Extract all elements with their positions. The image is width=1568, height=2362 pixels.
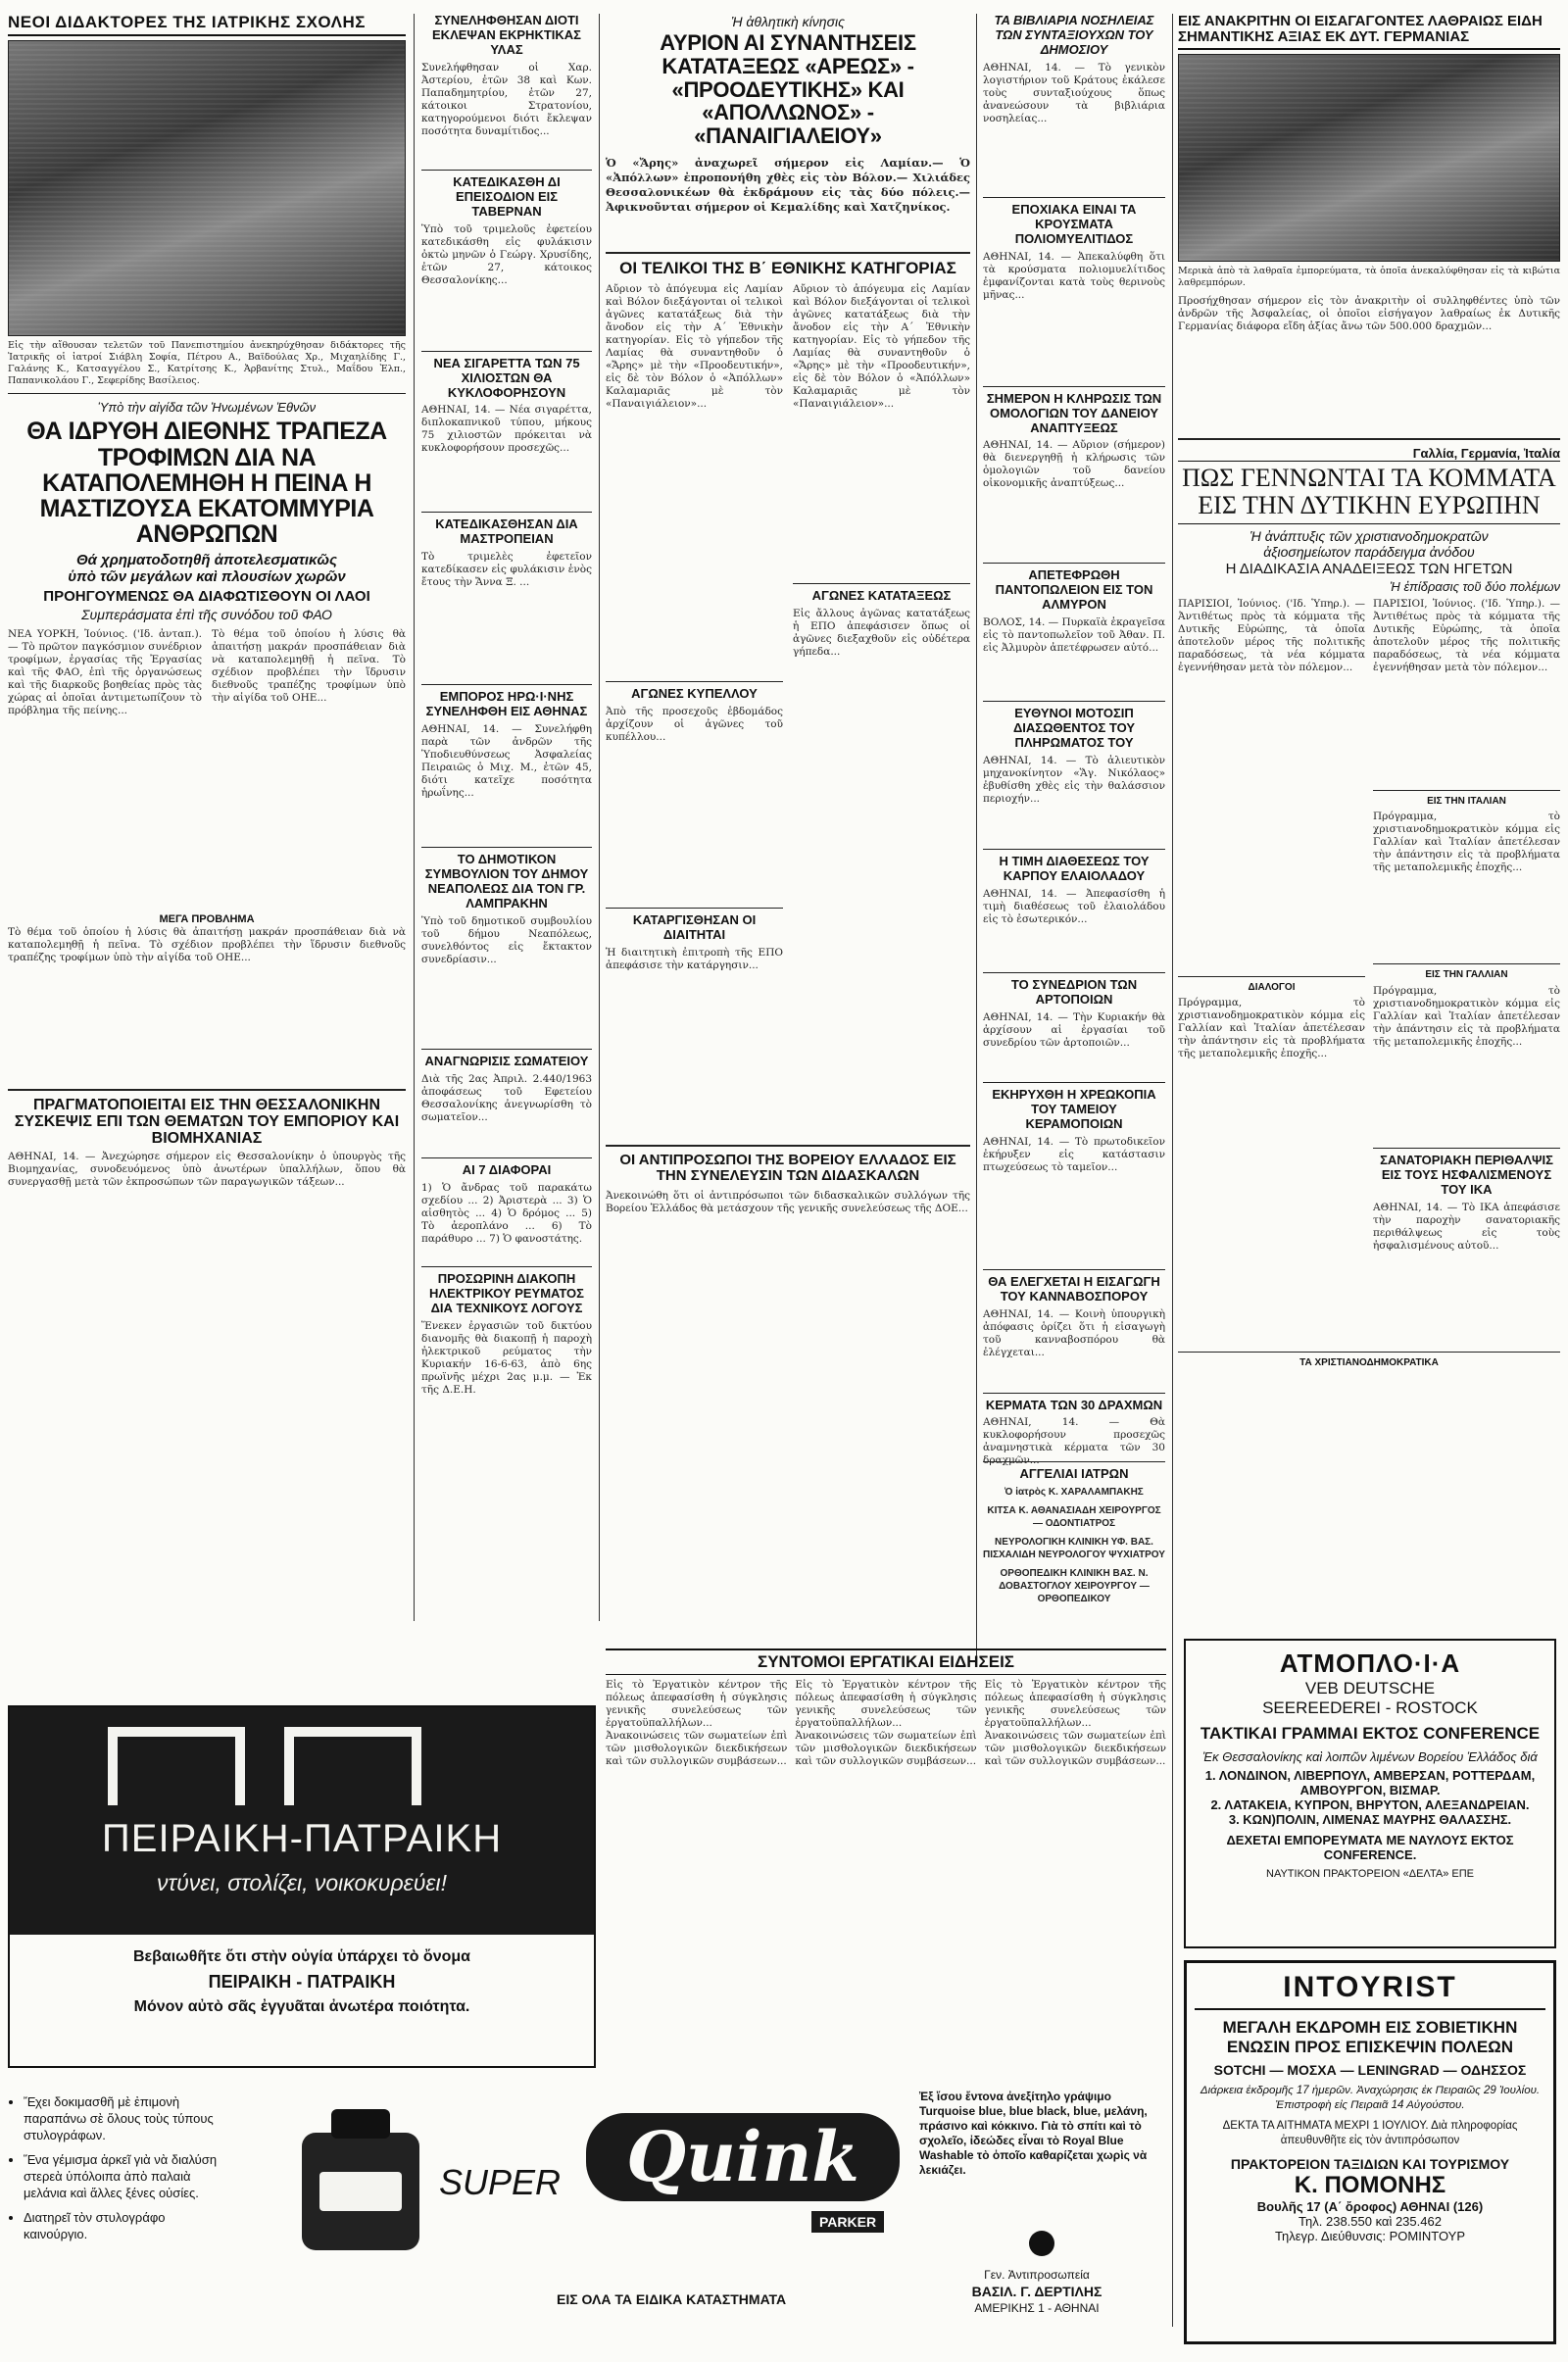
subhead: ΤΑ ΧΡΙΣΤΙΑΝΟΔΗΜΟΚΡΑΤΙΚΑ xyxy=(1178,1352,1560,1369)
ad-brand: ΠΕΙΡΑΙΚΗ-ΠΑΤΡΑΙΚΗ xyxy=(101,1817,503,1860)
ad-agent: Γεν. Ἀντιπροσωπεία xyxy=(984,2268,1090,2282)
ad-super: SUPER xyxy=(439,2162,562,2202)
headline: Η ΤΙΜΗ ΔΙΑΘΕΣΕΩΣ ΤΟΥ ΚΑΡΠΟΥ ΕΛΑΙΟΛΑΔΟΥ xyxy=(983,849,1165,884)
column-3 xyxy=(606,14,970,1323)
article-body: ΒΟΛΟΣ, 14. — Πυρκαϊὰ ἐκραγεῖσα εἰς τὸ παντοπωλεῖον τοῦ Ἀθαν. Π. εἰς Ἀλμυρὸν ἀπετέφρωσεν αὐτό... xyxy=(983,616,1165,655)
article-body: Τὸ θέμα τοῦ ὁποίου ἡ λύσις θὰ ἀπαιτήσῃ μακράν προσπάθειαν διὰ νὰ καταπολεμηθῇ ἡ πεῖνα. Τὸ σχέδιον προβλέπει τὴν ἵδρυσιν διεθνοῦς τραπέζης τροφίμων ὑπὸ τὴν αἰγίδα τοῦ ΟΗΕ... xyxy=(212,627,406,704)
article-body: Τὸ τριμελὲς ἐφετεῖον κατεδίκασεν εἰς φυλάκισιν ἑνὸς ἔτους τὴν Ἄννα Ξ. ... xyxy=(421,551,592,589)
deck-4: Ἡ ἐπίδρασις τοῦ δύο πολέμων xyxy=(1390,578,1560,594)
ad-line: SOTCHI — ΜΟΣΧΑ — LENINGRAD — ΟΔΗΣΣΟΣ xyxy=(1213,2061,1527,2078)
article-body: ΑΘΗΝΑΙ, 14. — Συνελήφθη παρὰ τῶν ἀνδρῶν τῆς Ὑποδιευθύνσεως Ἀσφαλείας Πειραιῶς ὁ Μιχ. Μ., ἐτῶν 45, διότι κατεῖχε ποσότητα ἡρωΐνης... xyxy=(421,723,592,800)
ad-line: Βουλῆς 17 (Α΄ ὄροφος) ΑΘΗΝΑΙ (126) xyxy=(1256,2198,1484,2214)
headline-doctors: ΑΓΓΕΛΙΑΙ ΙΑΤΡΩΝ xyxy=(983,1461,1165,1482)
un-kicker: Ὑπὸ τὴν αἰγίδα τῶν Ἡνωμένων Ἐθνῶν xyxy=(97,400,317,416)
ad-intourist xyxy=(1184,1960,1556,2344)
column-4 xyxy=(983,14,1165,1611)
doctor-ad: ΟΡΘΟΠΕΔΙΚΗ ΚΛΙΝΙΚΗ ΒΑΣ. Ν. ΔΟΒΑΣΤΟΓΛΟΥ ΧΕΙΡΟΥΡΓΟΥ — ΟΡΘΟΠΕΔΙΚΟΥ xyxy=(999,1568,1150,1605)
column-rule xyxy=(976,14,977,1660)
article-body: Εἰς τὸ Ἐργατικὸν κέντρον τῆς πόλεως ἀπεφασίσθη ἡ σύγκλησις γενικῆς συνελεύσεως τῶν ἐργατοϋπαλλήλων... Ἀνακοινώσεις τῶν σωματείων ἐπὶ τῶν μισθολογικῶν διεκδικήσεων καὶ τῶν συλλογικῶν συμβάσεων... xyxy=(795,1679,977,1768)
column-rule xyxy=(1172,14,1173,2327)
headline: ΕΚΗΡΥΧΘΗ Η ΧΡΕΩΚΟΠΙΑ ΤΟΥ ΤΑΜΕΙΟΥ ΚΕΡΑΜΟΠΟΙΩΝ xyxy=(983,1082,1165,1132)
deck-3: Η ΔΙΑΔΙΚΑΣΙΑ ΑΝΑΔΕΙΞΕΩΣ ΤΩΝ ΗΓΕΤΩΝ xyxy=(1225,560,1513,577)
ad-line: 2. ΛΑΤΑΚΕΙΑ, ΚΥΠΡΟΝ, ΒΗΡΥΤΟΝ, ΑΛΕΞΑΝΔΡΕΙΑΝ. xyxy=(1210,1797,1530,1812)
article-body: ΑΘΗΝΑΙ, 14. — Θὰ κυκλοφορήσουν προσεχῶς ἀναμνηστικὰ κέρματα τῶν 30 δραχμῶν... xyxy=(983,1416,1165,1467)
photo-doctors xyxy=(8,40,406,336)
quink-logo-icon xyxy=(586,2113,900,2201)
ad-title: ΜΕΓΑΛΗ ΕΚΔΡΟΜΗ ΕΙΣ ΣΟΒΙΕΤΙΚΗΝ ΕΝΩΣΙΝ ΠΡΟΣ ΕΠΙΣΚΕΨΙΝ ΠΟΛΕΩΝ xyxy=(1222,2018,1518,2057)
ad-footer: ΕΙΣ ΟΛΑ ΤΑ ΕΙΔΙΚΑ ΚΑΤΑΣΤΗΜΑΤΑ xyxy=(557,2291,787,2307)
ad-brand: Quink xyxy=(626,2116,859,2197)
photo-caption: Μερικὰ ἀπὸ τὰ λαθραῖα ἐμπορεύματα, τὰ ὁποῖα ἀνεκαλύφθησαν εἰς τὰ κιβώτια λαθρεμπόρων. xyxy=(1178,266,1560,289)
sports-kicker: Ἡ ἀθλητικὴ κίνησις xyxy=(731,14,845,29)
ad-brand: INTOYRIST xyxy=(1195,1971,1545,2010)
article-body: Τὸ θέμα τοῦ ὁποίου ἡ λύσις θὰ ἀπαιτήσῃ μακράν προσπάθειαν διὰ νὰ καταπολεμηθῇ ἡ πεῖνα. Τὸ σχέδιον προβλέπει τὴν ἵδρυσιν διεθνοῦς τραπέζης τροφίμων ὑπὸ τὴν αἰγίδα τοῦ ΟΗΕ... xyxy=(8,925,406,963)
article-body: Συνελήφθησαν οἱ Χαρ. Ἀστερίου, ἐτῶν 38 καὶ Κων. Παπαδημητρίου, ἐτῶν 27, κάτοικοι Στρατονίου, κατηγορούμενοι διότι ἔκλεψαν ποσότητα δυναμίτιδος... xyxy=(421,61,592,137)
ink-bottle-icon xyxy=(302,2133,419,2250)
ad-line: ΔΕΚΤΑ ΤΑ ΑΙΤΗΜΑΤΑ ΜΕΧΡΙ 1 ΙΟΥΛΙΟΥ. Διὰ πληροφορίας ἀπευθυνθῆτε εἰς τὸν ἀντιπρόσωπον xyxy=(1222,2119,1518,2146)
deck-3: ΠΡΟΗΓΟΥΜΕΝΩΣ ΘΑ ΔΙΑΦΩΤΙΣΘΟΥΝ ΟΙ ΛΑΟΙ xyxy=(43,587,370,605)
kicker-countries: Γαλλία, Γερμανία, Ἰταλία xyxy=(1412,446,1560,462)
ad-line: ΤΑΚΤΙΚΑΙ ΓΡΑΜΜΑΙ ΕΚΤΟΣ CONFERENCE xyxy=(1200,1724,1541,1743)
article-body: ΝΕΑ ΥΟΡΚΗ, Ἰούνιος. ('Ιδ. ἀνταπ.). — Τὸ πρῶτον παγκόσμιον συνέδριον τροφίμων, ἐργασίας τῆς Ἐργασίας καὶ τῆς ΦΑΟ, ἐπὶ τῆς ὀργανώσεως καὶ τῆς διαρκοῦς βοηθείας πρὸς τὰς χώρας αἱ ὁποῖαι ἀντιμετωπίζουν τὸ πρόβλημα τῆς πείνης... xyxy=(8,627,202,716)
column-rule xyxy=(414,14,415,1621)
ad-line: Διάρκεια ἐκδρομῆς 17 ἡμερῶν. Ἀναχώρησις ἐκ Πειραιῶς 29 Ἰουλίου. Ἐπιστροφὴ εἰς Πειραιᾶ 14 Αὐγούστου. xyxy=(1200,2084,1541,2111)
headline-thessaloniki: ΠΡΑΓΜΑΤΟΠΟΙΕΙΤΑΙ ΕΙΣ ΤΗΝ ΘΕΣΣΑΛΟΝΙΚΗΝ ΣΥΣΚΕΨΙΣ ΕΠΙ ΤΩΝ ΘΕΜΑΤΩΝ ΤΟΥ ΕΜΠΟΡΙΟΥ ΚΑΙ ΒΙΟΜΗΧΑΝΙΑΣ xyxy=(14,1096,400,1148)
subhead-big-problem: ΜΕΓΑ ΠΡΟΒΛΗΜΑ xyxy=(159,912,255,925)
logo-pp-icon xyxy=(108,1727,245,1805)
deck-4: Συμπεράσματα ἐπὶ τῆς συνόδου τοῦ ΦΑΟ xyxy=(81,606,332,622)
ad-shipping xyxy=(1184,1639,1556,1948)
ad-agent-addr: ΑΜΕΡΙΚΗΣ 1 - ΑΘΗΝΑΙ xyxy=(974,2301,1100,2315)
headline: ΑΠΕΤΕΦΡΩΘΗ ΠΑΝΤΟΠΩΛΕΙΟΝ ΕΙΣ ΤΟΝ ΑΛΜΥΡΟΝ xyxy=(983,563,1165,613)
ad-line: Βεβαιωθῆτε ὅτι στὴν οὐγία ὑπάρχει τὸ ὄνομα xyxy=(132,1948,470,1965)
ad-quink xyxy=(8,2084,1164,2348)
article-body: Πρόγραμμα, τὸ χριστιανοδημοκρατικὸν κόμμα εἰς Γαλλίαν καὶ Ἰταλίαν ἀπετέλεσαν τὴν ἀπάντησιν εἰς τὰ προβλήματα τῆς μεταπολεμικῆς ἐποχῆς... xyxy=(1373,984,1560,1048)
ad-agent-name: ΒΑΣΙΛ. Γ. ΔΕΡΤΙΛΗΣ xyxy=(971,2284,1102,2299)
ad-promo: Ἐξ ἴσου ἔντονα ἀνεξίτηλο γράψιμο Turquoise blue, blue black, blue, μελάνη, πράσινο καὶ κόκκινο. Γιὰ τὸ σπίτι καὶ τὸ σχολεῖο, ἰδεώδες εἶναι τὸ Royal Blue Washable τὸ ὁποῖο καθαρίζεται χωρὶς νὰ λεκιάζει. xyxy=(919,2090,1148,2177)
headline: ΑΙ 7 ΔΙΑΦΟΡΑΙ xyxy=(421,1157,592,1178)
column-1 xyxy=(8,14,406,1284)
article-body: ΑΘΗΝΑΙ, 14. — Τὸ γενικὸν λογιστήριον τοῦ Κράτους ἐκάλεσε τοὺς συνταξιούχους ὅπως ἀνανεώσουν τὰ βιβλιάρια νοσηλείας... xyxy=(983,61,1165,124)
ad-line: Τηλεγρ. Διεύθυνσις: ΡΟΜΙΝΤΟΥΡ xyxy=(1275,2228,1465,2243)
article-body: Ὑπὸ τοῦ δημοτικοῦ συμβουλίου τοῦ δήμου Νεαπόλεως, συνελθόντος εἰς ἔκτακτον συνεδρίασιν... xyxy=(421,914,592,965)
headline: ΑΝΑΓΝΩΡΙΣΙΣ ΣΩΜΑΤΕΙΟΥ xyxy=(421,1049,592,1069)
headline: ΝΕΑ ΣΙΓΑΡΕΤΤΑ ΤΩΝ 75 ΧΙΛΙΟΣΤΩΝ ΘΑ ΚΥΚΛΟΦΟΡΗΣΟΥΝ xyxy=(421,351,592,401)
headline: ΚΕΡΜΑΤΑ ΤΩΝ 30 ΔΡΑΧΜΩΝ xyxy=(983,1393,1165,1413)
subhead: ΚΑΤΑΡΓΙΣΘΗΣΑΝ ΟΙ ΔΙΑΙΤΗΤΑΙ xyxy=(606,908,783,943)
ad-line: Μόνον αὐτὸ σᾶς ἐγγυᾶται ἀνωτέρα ποιότητα. xyxy=(133,1998,470,2015)
ad-banner xyxy=(10,1707,594,1935)
main-headline-food-bank: ΘΑ ΙΔΡΥΘΗ ΔΙΕΘΝΗΣ ΤΡΑΠΕΖΑ ΤΡΟΦΙΜΩΝ ΔΙΑ ΝΑ ΚΑΤΑΠΟΛΕΜΗΘΗ Η ΠΕΙΝΑ Η ΜΑΣΤΙΖΟΥΣΑ ΕΚΑΤΟΜΜΥΡΙΑ ΑΝΘΡΩΠΩΝ xyxy=(26,418,387,549)
ad-bullets xyxy=(8,2093,229,2242)
ad-line: 3. ΚΩΝ)ΠΟΛΙΝ, ΛΙΜΕΝΑΣ ΜΑΥΡΗΣ ΘΑΛΑΣΣΗΣ. xyxy=(1228,1812,1512,1827)
deck-1: Θά χρηματοδοτηθῆ ἀποτελεσματικῶς xyxy=(75,551,338,568)
headline-new-doctors: ΝΕΟΙ ΔΙΔΑΚΤΟΡΕΣ ΤΗΣ ΙΑΤΡΙΚΗΣ ΣΧΟΛΗΣ xyxy=(8,14,406,36)
article-body: Εἰς ἄλλους ἀγῶνας κατατάξεως ἡ ΕΠΟ ἀπεφάσισεν ὅπως οἱ ἀγῶνες διεξαχθοῦν εἰς οὐδέτερα γήπεδα... xyxy=(793,608,970,659)
article-body: Αὔριον τὸ ἀπόγευμα εἰς Λαμίαν καὶ Βόλον διεξάγονται οἱ τελικοὶ ἀγῶνες κατατάξεως διὰ τὴν ἄνοδον εἰς τὴν Α΄ Ἐθνικὴν κατηγορίαν. Εἰς τὸ γήπεδον τῆς Λαμίας θὰ συναντηθοῦν ὁ «Ἄρης» μὲ τὴν «Προοδευτικήν», εἰς δὲ τὸν Βόλον ὁ «Ἀπόλλων» Καλαμαριᾶς μὲ τὸν «Παναιγιάλειον»... xyxy=(793,283,970,411)
ad-slogan: ντύνει, στολίζει, νοικοκυρεύει! xyxy=(157,1870,447,1895)
article-body: Διὰ τῆς 2ας Ἀπριλ. 2.440/1963 ἀποφάσεως τοῦ Εφετείου Θεσσαλονίκης ἀνεγνωρίσθη τὸ σωματεῖον... xyxy=(421,1072,592,1123)
parker-logo-icon xyxy=(1029,2231,1054,2256)
ad-bullet: • Διατηρεῖ τὸν στυλογράφο καινούργιο. xyxy=(24,2209,229,2242)
subhead: ΕΙΣ ΤΗΝ ΓΑΛΛΙΑΝ xyxy=(1373,963,1560,981)
article-body: Ἀνεκοινώθη ὅτι οἱ ἀντιπρόσωποι τῶν διδασκαλικῶν συλλόγων τῆς Βορείου Ἑλλάδος θὰ μετάσχουν τῆς γενικῆς συνελεύσεως τῆς ΔΟΕ... xyxy=(606,1190,970,1215)
ad-bullet: • Ἔχει δοκιμασθῆ μὲ ἐπιμονὴ παραπάνω σὲ ὅλους τοὺς τύπους στυλογράφων. xyxy=(24,2093,229,2143)
ad-line: VEB DEUTSCHE xyxy=(1304,1679,1436,1698)
doctor-ad: ΚΙΤΣΑ Κ. ΑΘΑΝΑΣΙΑΔΗ ΧΕΙΡΟΥΡΓΟΣ — ΟΔΟΝΤΙΑΤΡΟΣ xyxy=(987,1505,1161,1530)
headline: ΕΠΟΧΙΑΚΑ ΕΙΝΑΙ ΤΑ ΚΡΟΥΣΜΑΤΑ ΠΟΛΙΟΜΥΕΛΙΤΙΔΟΣ xyxy=(983,197,1165,247)
article-body: 1) Ὁ ἄνδρας τοῦ παρακάτω σχεδίου ... 2) Ἀριστερὰ ... 3) Ὁ αἰσθητὸς ... 4) Ὁ δρόμος ... 5) Τὸ ἀεροπλάνο ... 6) Τὸ παράθυρο ... 7) Ὁ φανοστάτης. xyxy=(421,1181,592,1245)
article-body: ΑΘΗΝΑΙ, 14. — Ἀνεχώρησε σήμερον εἰς Θεσσαλονίκην ὁ ὑπουργὸς τῆς Βιομηχανίας, συνοδευόμενος ὑπὸ ἀνωτέρων ὑπαλλήλων, ὅπου θὰ συνεργασθῇ μετὰ τῶν ἐκπροσώπων τῶν παραγωγικῶν τάξεων... xyxy=(8,1151,406,1189)
ad-bullet: • Ἕνα γέμισμα ἀρκεῖ γιὰ νὰ διαλύση στερεὰ ὑπόλοιπα ἀπὸ παλαιὰ μελάνια καὶ ἄλλες ξένες οὐσίες. xyxy=(24,2151,229,2201)
ad-line: ΔΕΧΕΤΑΙ ΕΜΠΟΡΕΥΜΑΤΑ ΜΕ ΝΑΥΛΟΥΣ ΕΚΤΟΣ CONFERENCE. xyxy=(1226,1833,1514,1862)
headline: ΤΑ ΒΙΒΛΙΑΡΙΑ ΝΟΣΗΛΕΙΑΣ ΤΩΝ ΣΥΝΤΑΞΙΟΥΧΩΝ ΤΟΥ ΔΗΜΟΣΙΟΥ xyxy=(994,13,1154,57)
article-body: ΑΘΗΝΑΙ, 14. — Νέα σιγαρέττα, διπλοκαπνικοῦ τύπου, μήκους 75 χιλιοστῶν πρόκειται νὰ κυκλοφορήσουν προσεχῶς... xyxy=(421,404,592,455)
ad-line: ΠΡΑΚΤΟΡΕΙΟΝ ΤΑΞΙΔΙΩΝ ΚΑΙ ΤΟΥΡΙΣΜΟΥ xyxy=(1230,2155,1510,2172)
article-body: ΑΘΗΝΑΙ, 14. — Ἀπεφασίσθη ἡ τιμὴ διαθέσεως τοῦ ἐλαιολάδου εἰς τὸ ἐσωτερικόν... xyxy=(983,887,1165,925)
doctor-ad: Ὁ ἰατρὸς Κ. ΧΑΡΑΛΑΜΠΑΚΗΣ xyxy=(1004,1487,1144,1499)
headline: ΠΡΟΣΩΡΙΝΗ ΔΙΑΚΟΠΗ ΗΛΕΚΤΡΙΚΟΥ ΡΕΥΜΑΤΟΣ ΔΙΑ ΤΕΧΝΙΚΟΥΣ ΛΟΓΟΥΣ xyxy=(421,1266,592,1316)
headline-parties: ΠΩΣ ΓΕΝΝΩΝΤΑΙ ΤΑ ΚΟΜΜΑΤΑ ΕΙΣ ΤΗΝ ΔΥΤΙΚΗΝ ΕΥΡΩΠΗΝ xyxy=(1178,461,1560,523)
ad-parker: PARKER xyxy=(811,2211,884,2233)
headline: ΚΑΤΕΔΙΚΑΣΘΗΣΑΝ ΔΙΑ ΜΑΣΤΡΟΠΕΙΑΝ xyxy=(421,512,592,547)
headline: ΣΗΜΕΡΟΝ Η ΚΛΗΡΩΣΙΣ ΤΩΝ ΟΜΟΛΟΓΙΩΝ ΤΟΥ ΔΑΝΕΙΟΥ ΑΝΑΠΤΥΞΕΩΣ xyxy=(983,386,1165,436)
headline: ΕΥΘΥΝΟΙ ΜΟΤΟΣΙΠ ΔΙΑΣΩΘΕΝΤΟΣ ΤΟΥ ΠΛΗΡΩΜΑΤΟΣ ΤΟΥ xyxy=(983,701,1165,751)
headline: ΣΑΝΑΤΟΡΙΑΚΗ ΠΕΡΙΘΑΛΨΙΣ ΕΙΣ ΤΟΥΣ ΗΣΦΑΛΙΣΜΕΝΟΥΣ ΤΟΥ ΙΚΑ xyxy=(1373,1148,1560,1198)
article-body: ΑΘΗΝΑΙ, 14. — Κοινὴ ὑπουργικὴ ἀπόφασις ὁρίζει ὅτι ἡ εἰσαγωγὴ τοῦ κανναβοσπόρου θὰ ἐλέγχεται... xyxy=(983,1307,1165,1358)
deck-1: Ἡ ἀνάπτυξις τῶν χριστιανοδημοκρατῶν xyxy=(1250,527,1489,544)
article-body: Πρόγραμμα, τὸ χριστιανοδημοκρατικὸν κόμμα εἰς Γαλλίαν καὶ Ἰταλίαν ἀπετέλεσαν τὴν ἀπάντησιν εἰς τὰ προβλήματα τῆς μεταπολεμικῆς ἐποχῆς... xyxy=(1178,997,1365,1060)
ad-line: 1. ΛΟΝΔΙΝΟΝ, ΛΙΒΕΡΠΟΥΛ, ΑΜΒΕΡΣΑΝ, ΡΟΤΤΕΡΔΑΜ, ΑΜΒΟΥΡΓΟΝ, ΒΙΣΜΑΡ. xyxy=(1204,1768,1536,1797)
column-rule xyxy=(599,14,600,1621)
ad-line: SEEREEDEREI - ROSTOCK xyxy=(1262,1698,1478,1717)
labor-news xyxy=(606,1648,1166,2049)
article-body: ΑΘΗΝΑΙ, 14. — Τὸ ἀλιευτικὸν μηχανοκίνητον «Ἅγ. Νικόλαος» ἐβυθίσθη χθὲς εἰς τὴν θαλάσσιον περιοχήν... xyxy=(983,755,1165,806)
doctor-ad: ΝΕΥΡΟΛΟΓΙΚΗ ΚΛΙΝΙΚΗ ΥΦ. ΒΑΣ. ΠΙΣΧΑΛΙΔΗ ΝΕΥΡΟΛΟΓΟΥ ΨΥΧΙΑΤΡΟΥ xyxy=(983,1537,1165,1561)
subhead: ΔΙΑΛΟΓΟΙ xyxy=(1178,976,1365,994)
article-body: ΑΘΗΝΑΙ, 14. — Τὸ πρωτοδικεῖον ἐκήρυξεν εἰς κατάστασιν πτωχεύσεως τὸ ταμεῖον... xyxy=(983,1135,1165,1173)
article-body: Ἕνεκεν ἐργασιῶν τοῦ δικτύου διανομῆς θὰ διακοπῇ ἡ παροχὴ ἠλεκτρικοῦ ρεύματος τὴν Κυριακήν 16-6-63, ἀπὸ 6ης πρωϊνῆς μέχρι 2ας μ.μ. — Ἐκ τῆς Δ.Ε.Η. xyxy=(421,1319,592,1396)
headline: ΤΟ ΣΥΝΕΔΡΙΟΝ ΤΩΝ ΑΡΤΟΠΟΙΩΝ xyxy=(983,972,1165,1008)
headline-finals: ΟΙ ΤΕΛΙΚΟΙ ΤΗΣ Β΄ ΕΘΝΙΚΗΣ ΚΑΤΗΓΟΡΙΑΣ xyxy=(619,258,956,277)
subhead: ΑΓΩΝΕΣ ΚΥΠΕΛΛΟΥ xyxy=(606,681,783,702)
ad-peiraiki-patraiki xyxy=(8,1705,596,2068)
article-body: ΑΘΗΝΑΙ, 14. — Τὴν Κυριακήν θὰ ἀρχίσουν αἱ ἐργασίαι τοῦ συνεδρίου τῶν ἀρτοποιῶν... xyxy=(983,1010,1165,1049)
article-body: Ἀπὸ τῆς προσεχοῦς ἑβδομάδος ἀρχίζουν οἱ ἀγῶνες τοῦ κυπέλλου... xyxy=(606,706,783,744)
ad-line: Ἐκ Θεσσαλονίκης καὶ λοιπῶν λιμένων Βορείου Ἑλλάδος διά xyxy=(1202,1749,1538,1764)
ad-line: ΝΑΥΤΙΚΟΝ ΠΡΑΚΤΟΡΕΙΟΝ «ΔΕΛΤΑ» ΕΠΕ xyxy=(1266,1868,1474,1880)
headline: ΕΜΠΟΡΟΣ ΗΡΩ·Ι·ΝΗΣ ΣΥΝΕΛΗΦΘΗ ΕΙΣ ΑΘΗΝΑΣ xyxy=(421,684,592,719)
headline-smuggling: ΕΙΣ ΑΝΑΚΡΙΤΗΝ ΟΙ ΕΙΣΑΓΑΓΟΝΤΕΣ ΛΑΘΡΑΙΩΣ ΕΙΔΗ ΣΗΜΑΝΤΙΚΗΣ ΑΞΙΑΣ ΕΚ ΔΥΤ. ΓΕΡΜΑΝΙΑΣ xyxy=(1178,14,1560,50)
headline: ΤΟ ΔΗΜΟΤΙΚΟΝ ΣΥΜΒΟΥΛΙΟΝ ΤΟΥ ΔΗΜΟΥ ΝΕΑΠΟΛΕΩΣ ΔΙΑ ΤΟΝ ΓΡ. ΛΑΜΠΡΑΚΗΝ xyxy=(421,847,592,911)
headline: ΘΑ ΕΛΕΓΧΕΤΑΙ Η ΕΙΣΑΓΩΓΗ ΤΟΥ ΚΑΝΝΑΒΟΣΠΟΡΟΥ xyxy=(983,1269,1165,1304)
deck-2: ἀξιοσημείωτον παράδειγμα ἀνόδου xyxy=(1263,543,1475,560)
ad-line: Κ. ΠΟΜΟΝΗΣ xyxy=(1294,2171,1446,2198)
article-body: Αὔριον τὸ ἀπόγευμα εἰς Λαμίαν καὶ Βόλον διεξάγονται οἱ τελικοὶ ἀγῶνες κατατάξεως διὰ τὴν ἄνοδον εἰς τὴν Α΄ Ἐθνικὴν κατηγορίαν. Εἰς τὸ γήπεδον τῆς Λαμίας θὰ συναντηθοῦν ὁ «Ἄρης» μὲ τὴν «Προοδευτικήν», εἰς δὲ τὸν Βόλον ὁ «Ἀπόλλων» Καλαμαριᾶς μὲ τὸν «Παναιγιάλειον»... xyxy=(606,283,783,411)
headline-labor-news: ΣΥΝΤΟΜΟΙ ΕΡΓΑΤΙΚΑΙ ΕΙΔΗΣΕΙΣ xyxy=(606,1648,1166,1675)
article-body: Ὑπὸ τοῦ τριμελοῦς ἐφετείου κατεδικάσθη εἰς φυλάκισιν ὀκτὼ μηνῶν ὁ Γεώργ. Χρυσίδης, ἐτῶν 27, κάτοικος Θεσσαλονίκης... xyxy=(421,222,592,286)
article-body: Ἡ διαιτητικὴ ἐπιτροπὴ τῆς ΕΠΟ ἀπεφάσισε τὴν κατάργησιν... xyxy=(606,946,783,971)
headline: ΚΑΤΕΔΙΚΑΣΘΗ ΔΙ ΕΠΕΙΣΟΔΙΟΝ ΕΙΣ ΤΑΒΕΡΝΑΝ xyxy=(421,170,592,220)
article-body: Προσήχθησαν σήμερον εἰς τὸν ἀνακριτὴν οἱ συλληφθέντες ὑπὸ τῶν ἀνδρῶν τῆς Ἀσφαλείας, οἱ ὁποῖοι εἰσήγαγον λαθραίως ἐκ Δυτικῆς Γερμανίας διάφορα εἴδη ἀξίας ἄνω τῶν 500.000 δραχμῶν... xyxy=(1178,295,1560,333)
article-body: ΠΑΡΙΣΙΟΙ, Ἰούνιος. ('Ιδ. Ὑπηρ.). — Ἀντιθέτως πρὸς τὰ κόμματα τῆς Δυτικῆς Εὐρώπης, τὰ ὁποῖα ἀποτελοῦν μέρος τῆς πολιτικῆς παραδόσεως, τὰ νέα κόμματα ἐγεννήθησαν μετὰ τὸν πόλεμον... xyxy=(1373,597,1560,673)
article-body: ΑΘΗΝΑΙ, 14. — Ἀπεκαλύφθη ὅτι τὰ κρούσματα πολιομυελίτιδος ἐμφανίζονται κατὰ τοὺς θερινοὺς μῆνας... xyxy=(983,250,1165,301)
deck-2: ὑπὸ τῶν μεγάλων καὶ πλουσίων χωρῶν xyxy=(68,567,346,585)
article-body: ΠΑΡΙΣΙΟΙ, Ἰούνιος. ('Ιδ. Ὑπηρ.). — Ἀντιθέτως πρὸς τὰ κόμματα τῆς Δυτικῆς Εὐρώπης, τὰ ὁποῖα ἀποτελοῦν μέρος τῆς πολιτικῆς παραδόσεως, τὰ νέα κόμματα ἐγεννήθησαν μετὰ τὸν πόλεμον... xyxy=(1178,597,1365,673)
subhead: ΕΙΣ ΤΗΝ ΙΤΑΛΙΑΝ xyxy=(1373,790,1560,808)
headline-teachers: ΟΙ ΑΝΤΙΠΡΟΣΩΠΟΙ ΤΗΣ ΒΟΡΕΙΟΥ ΕΛΛΑΔΟΣ ΕΙΣ ΤΗΝ ΣΥΝΕΛΕΥΣΙΝ ΤΩΝ ΔΙΔΑΣΚΑΛΩΝ xyxy=(619,1151,956,1185)
subhead: ΑΓΩΝΕΣ ΚΑΤΑΤΑΞΕΩΣ xyxy=(793,583,970,604)
sports-lead: Ὁ «Ἄρης» ἀναχωρεῖ σήμερον εἰς Λαμίαν.— Ὁ «Ἀπόλλων» ἐπροπονήθη χθὲς εἰς τὸν Βόλον.— Χιλιάδες Θεσσαλονικέων θὰ ἐκδράμουν εἰς τὰς δύο πόλεις.— Ἀφικνοῦνται σήμερον οἱ Κεμαλίδης καὶ Χατζηνίκος. xyxy=(606,155,970,214)
headline: ΣΥΝΕΛΗΦΘΗΣΑΝ ΔΙΟΤΙ ΕΚΛΕΨΑΝ ΕΚΡΗΚΤΙΚΑΣ ΥΛΑΣ xyxy=(432,13,581,57)
photo-caption: Εἰς τὴν αἴθουσαν τελετῶν τοῦ Πανεπιστημίου ἀνεκηρύχθησαν διδάκτορες τῆς Ἰατρικῆς οἱ ἰατροί Σιάβλη Σοφία, Πέτρου Α., Βαϊδούλας Χρ., Μιχαηλίδης Γ., Γαλάνης Κ., Κατσαγγέλου Σ., Κατρίτσης Κ., Ἀρβανίτης Στυλ., Μαΐδου Ἐλπ., Παπανικολάου Γ., Σεφερίδης Βασίλειος. xyxy=(8,340,406,387)
ad-title: ΑΤΜΟΠΛΟ·Ι·Α xyxy=(1279,1648,1461,1678)
article-body: Εἰς τὸ Ἐργατικὸν κέντρον τῆς πόλεως ἀπεφασίσθη ἡ σύγκλησις γενικῆς συνελεύσεως τῶν ἐργατοϋπαλλήλων... Ἀνακοινώσεις τῶν σωματείων ἐπὶ τῶν μισθολογικῶν διεκδικήσεων καὶ τῶν συλλογικῶν συμβάσεων... xyxy=(984,1679,1166,1768)
ad-line: Τηλ. 238.550 καὶ 235.462 xyxy=(1298,2213,1442,2229)
article-body: ΑΘΗΝΑΙ, 14. — Τὸ ΙΚΑ ἀπεφάσισε τὴν παροχὴν σανατοριακῆς περιθάλψεως εἰς τοὺς ἠσφαλισμένους αὐτοῦ... xyxy=(1373,1201,1560,1252)
logo-pp-icon xyxy=(284,1727,421,1805)
article-body: Εἰς τὸ Ἐργατικὸν κέντρον τῆς πόλεως ἀπεφασίσθη ἡ σύγκλησις γενικῆς συνελεύσεως τῶν ἐργατοϋπαλλήλων... Ἀνακοινώσεις τῶν σωματείων ἐπὶ τῶν μισθολογικῶν διεκδικήσεων καὶ τῶν συλλογικῶν συμβάσεων... xyxy=(606,1679,788,1768)
photo-smuggled-goods xyxy=(1178,54,1560,262)
column-2 xyxy=(421,14,592,1428)
article-body: ΑΘΗΝΑΙ, 14. — Αὔριον (σήμερον) θὰ διενεργηθῇ ἡ κλήρωσις τῶν ὁμολογιῶν τοῦ δανείου οἰκονομικῆς ἀναπτύξεως... xyxy=(983,439,1165,490)
ad-line: ΠΕΙΡΑΙΚΗ - ΠΑΤΡΑΙΚΗ xyxy=(208,1972,396,1992)
article-body: Πρόγραμμα, τὸ χριστιανοδημοκρατικὸν κόμμα εἰς Γαλλίαν καὶ Ἰταλίαν ἀπετέλεσαν τὴν ἀπάντησιν εἰς τὰ προβλήματα τῆς μεταπολεμικῆς ἐποχῆς... xyxy=(1373,811,1560,874)
headline-sports: ΑΥΡΙΟΝ ΑΙ ΣΥΝΑΝΤΗΣΕΙΣ ΚΑΤΑΤΑΞΕΩΣ «ΑΡΕΩΣ» - «ΠΡΟΟΔΕΥΤΙΚΗΣ» ΚΑΙ «ΑΠΟΛΛΩΝΟΣ» - «ΠΑΝΑΙΓΙΑΛΕΙΟΥ» xyxy=(660,30,916,148)
column-5 xyxy=(1178,14,1560,1373)
